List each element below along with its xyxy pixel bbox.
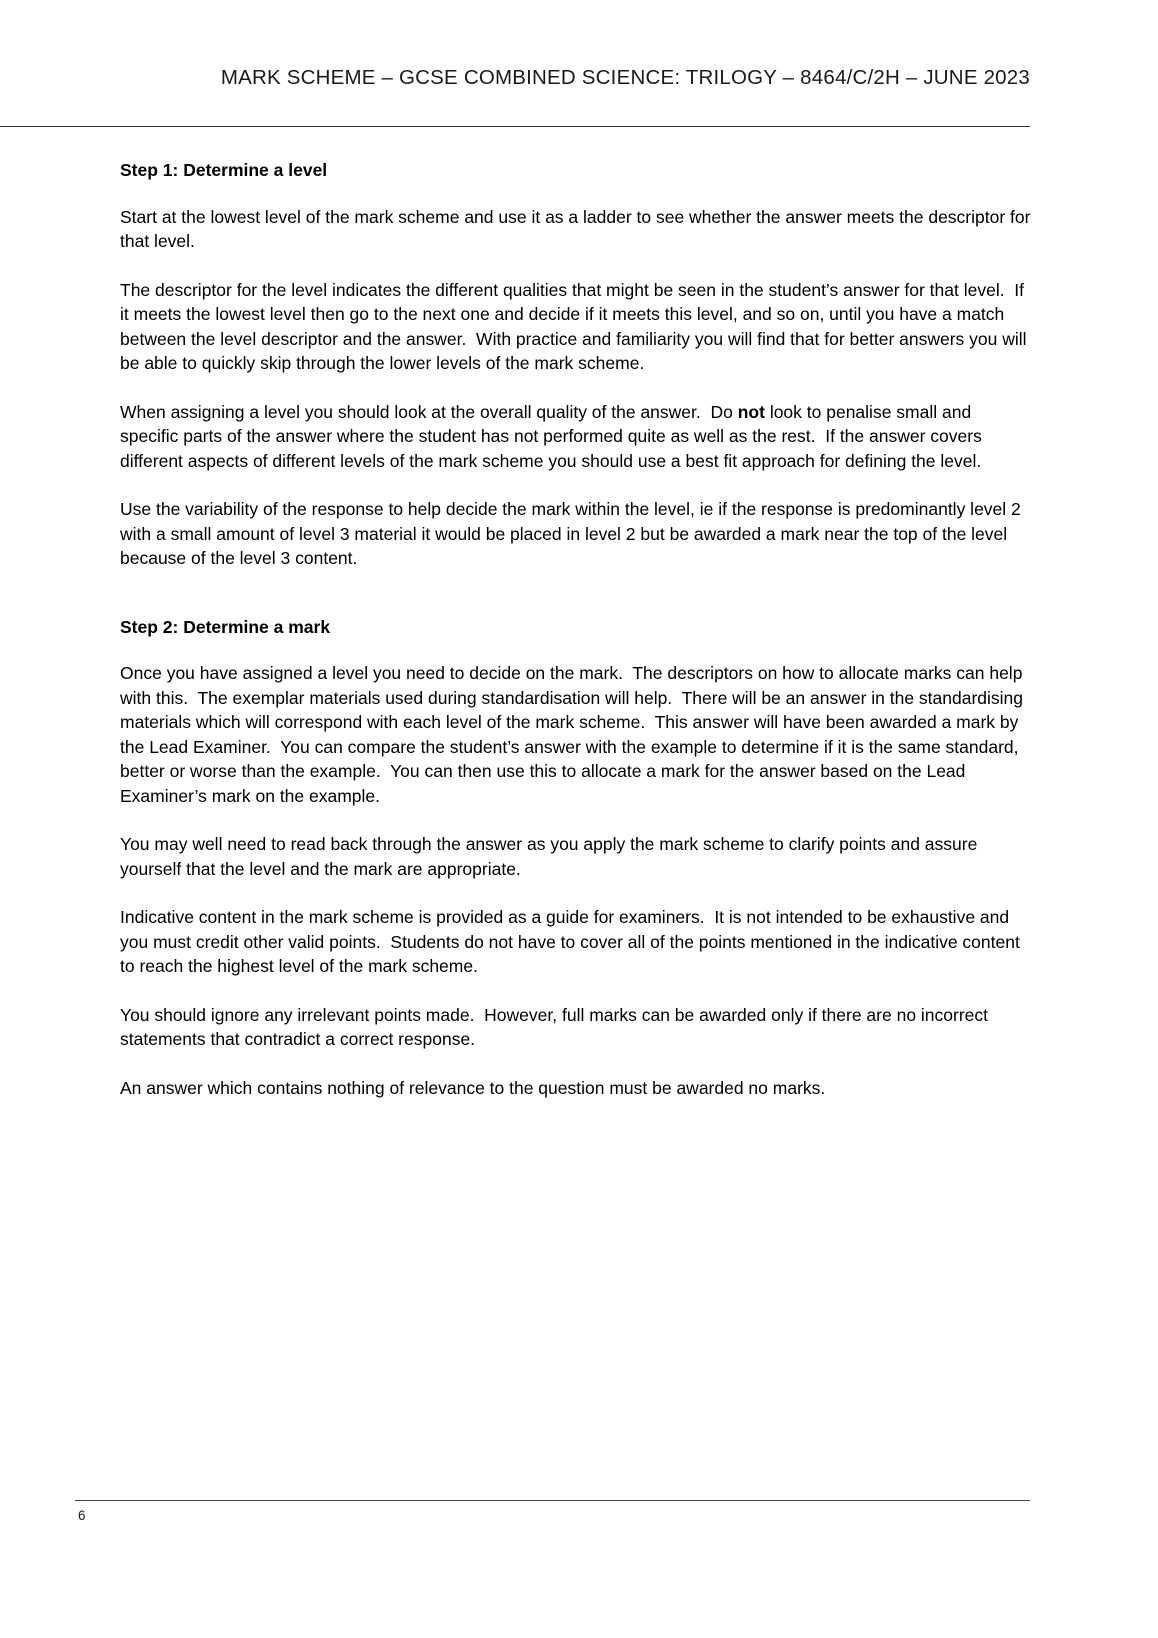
step2-paragraph-2: You may well need to read back through the answer as you apply the mark scheme to clarify points and assure yourself that the level and the mark are appropriate. <box>120 834 983 879</box>
step1-paragraph-3-before: When assigning a level you should look at the overall quality of the answer. Do <box>120 401 738 422</box>
step2-paragraph-3: Indicative content in the mark scheme is provided as a guide for examiners. It is not intended to be exhaustive and you must credit other valid points. Students do not have to cover all of the points mentioned in the indicative content to reach the highest level of the mark scheme. <box>120 907 1025 976</box>
step2-heading: Step 2: Determine a mark <box>120 616 331 637</box>
step2-paragraph-4: You should ignore any irrelevant points made. However, full marks can be awarded only if there are no incorrect statements that contradict a correct response. <box>120 1004 993 1049</box>
step1-paragraph-3-after: look to penalise small and specific parts of the answer where the student has not performed quite as well as the rest. If the answer covers different aspects of different levels of the mark scheme you should use a best fit approach for defining the level. <box>120 401 987 471</box>
document-header-title: MARK SCHEME – GCSE COMBINED SCIENCE: TRILOGY – 8464/C/2H – JUNE 2023 <box>220 66 1030 89</box>
document-body <box>120 158 1036 1124</box>
footer-divider <box>75 1500 1030 1501</box>
step1-paragraph-3 <box>120 400 1032 474</box>
step1-paragraph-4: Use the variability of the response to help decide the mark within the level, ie if the response is predominantly level 2 with a small amount of level 3 material it would be placed in level 2 but be awarded a mark near the top of the level because of the level 3 content. <box>120 499 1026 568</box>
step2-paragraph-5: An answer which contains nothing of relevance to the question must be awarded no marks. <box>120 1077 826 1098</box>
header-divider <box>0 126 1030 127</box>
step1-paragraph-3-emphasis: not <box>737 401 765 422</box>
step2-paragraph-1: Once you have assigned a level you need to decide on the mark. The descriptors on how to allocate marks can help with this. The exemplar materials used during standardisation will help. There will be an answer in the standardising materials which will correspond with each level of the mark scheme. This answer will have been awarded a mark by the Lead Examiner. You can compare the student’s answer with the example to determine if it is the same standard, better or worse than the example. You can then use this to allocate a mark for the answer based on the Lead Examiner’s mark on the example. <box>120 663 1028 806</box>
page-number: 6 <box>78 1508 86 1523</box>
step1-paragraph-1: Start at the lowest level of the mark scheme and use it as a ladder to see whether the answer meets the descriptor for that level. <box>120 206 1036 251</box>
step1-heading: Step 1: Determine a level <box>120 160 328 180</box>
step1-paragraph-2: The descriptor for the level indicates the different qualities that might be seen in the student’s answer for that level. If it meets the lowest level then go to the next one and decide if it meets this level, and so on, until you have a match between the level descriptor and the answer. With practice and familiarity you will find that for better answers you will be able to quickly skip through the lower levels of the mark scheme. <box>120 279 1032 373</box>
